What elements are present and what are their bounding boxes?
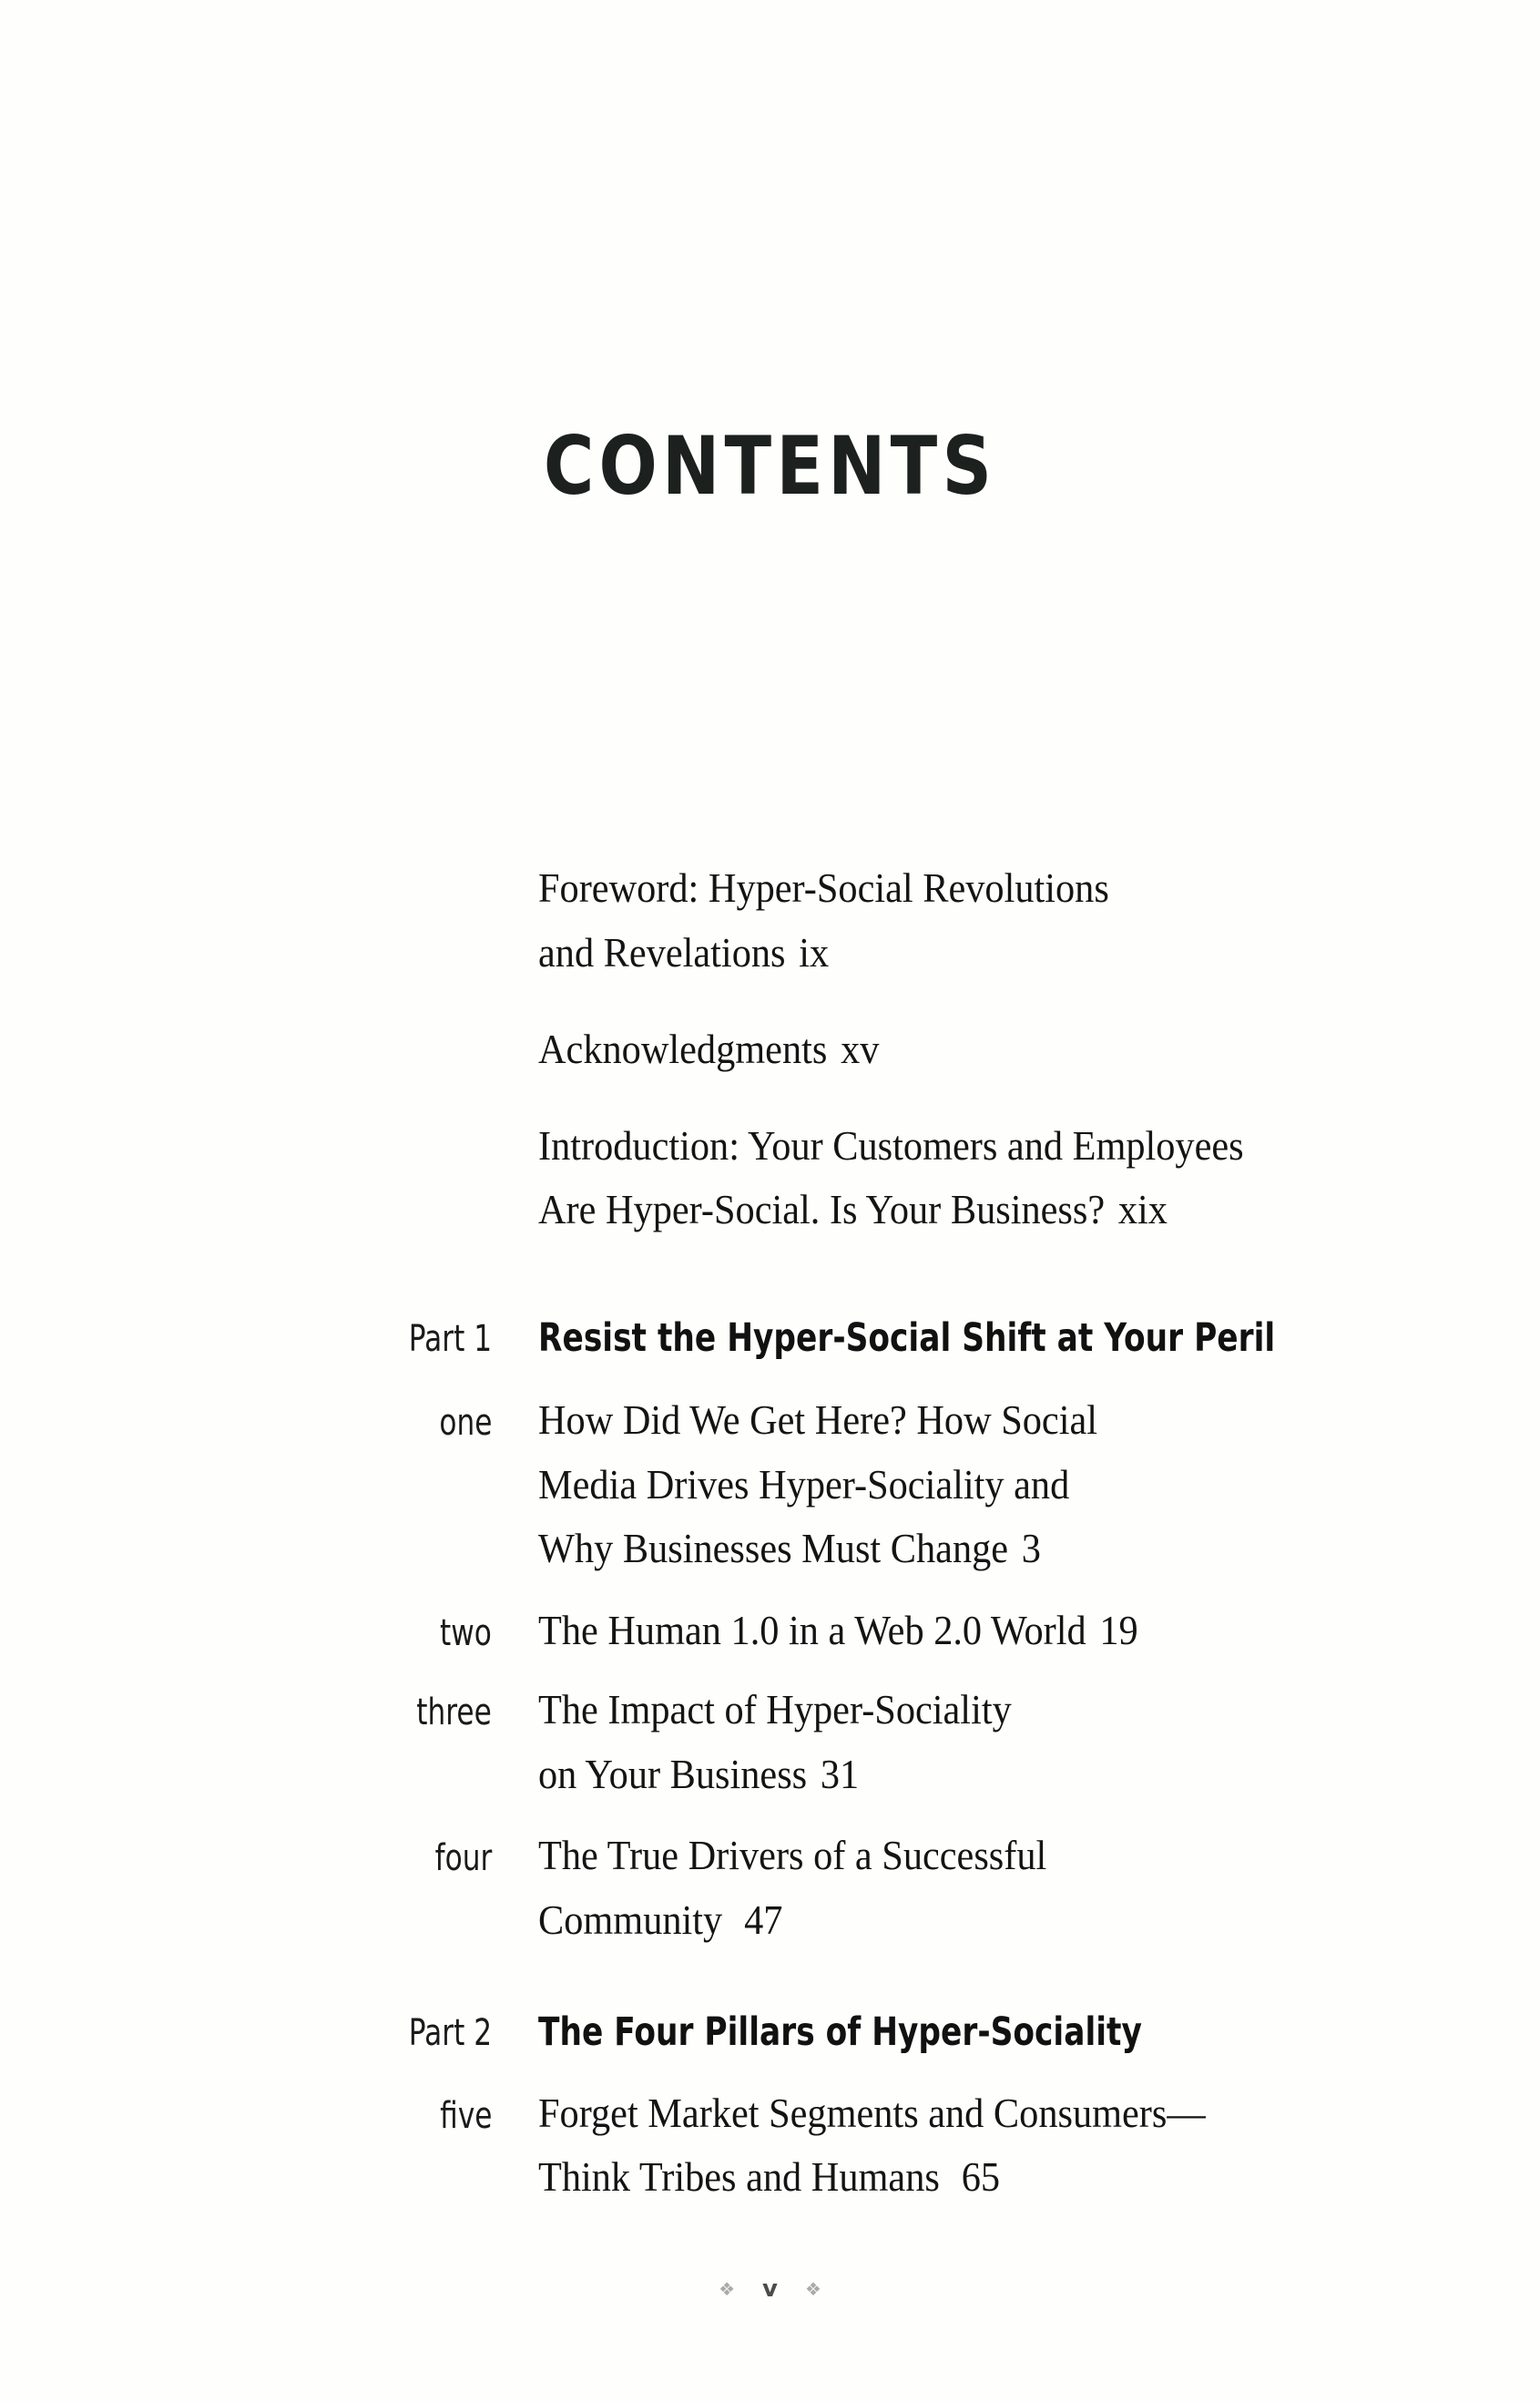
entry-text: Why Businesses Must Change (538, 1525, 1009, 1571)
entry-text: The Human 1.0 in a Web 2.0 World (538, 1607, 1086, 1653)
page-title: CONTENTS (543, 419, 997, 513)
entry-text: Think Tribes and Humans (538, 2153, 940, 2200)
chapter-one-label: one (438, 1402, 492, 1444)
chapter-one-line-2 (538, 1461, 1070, 1508)
entry-text: How Did We Get Here? How Social (538, 1396, 1097, 1443)
chapter-one-line-3 (538, 1525, 1041, 1571)
ornament-right-icon: ❖ (804, 2278, 821, 2300)
chapter-four-line-1 (538, 1832, 1047, 1878)
chapter-two-line-1 (538, 1607, 1138, 1653)
entry-text: Forget Market Segments and Consumers— (538, 2090, 1206, 2136)
entry-text: The True Drivers of a Successful (538, 1832, 1047, 1878)
foreword-entry-line-1 (538, 864, 1109, 911)
page-number: 3 (1021, 1525, 1041, 1571)
entry-text: Are Hyper-Social. Is Your Business? (538, 1186, 1106, 1232)
page-number: 31 (820, 1751, 860, 1797)
chapter-three-line-1 (538, 1686, 1012, 1733)
introduction-entry-line-2 (538, 1186, 1168, 1232)
part-2-title: The Four Pillars of Hyper-Sociality (538, 2009, 1142, 2055)
entry-text: Community (538, 1896, 723, 1943)
page-number: 19 (1099, 1607, 1138, 1653)
folio (0, 2277, 1540, 2301)
page-number: 65 (961, 2153, 1001, 2200)
part-1-label: Part 1 (408, 1318, 492, 1360)
entry-text: on Your Business (538, 1751, 808, 1797)
chapter-three-label: three (416, 1692, 492, 1733)
page-number: xix (1117, 1186, 1168, 1232)
page-number: ix (799, 929, 830, 976)
entry-text: and Revelations (538, 929, 786, 976)
ornament-left-icon: ❖ (719, 2278, 736, 2300)
entry-text: Acknowledgments (538, 1026, 828, 1072)
part-1-title: Resist the Hyper-Social Shift at Your Peril (538, 1315, 1276, 1361)
chapter-five-line-1 (538, 2092, 1206, 2134)
folio-page-number: v (762, 2275, 778, 2303)
entry-text: The Impact of Hyper-Sociality (538, 1686, 1012, 1733)
entry-text: Introduction: Your Customers and Employees (538, 1122, 1244, 1169)
chapter-one-line-1 (538, 1396, 1097, 1443)
chapter-five-line-2 (538, 2153, 1001, 2200)
chapter-four-label: four (434, 1837, 492, 1879)
acknowledgments-entry (538, 1028, 879, 1070)
entry-text: Media Drives Hyper-Sociality and (538, 1461, 1070, 1508)
part-2-label: Part 2 (408, 2012, 492, 2054)
page-number: xv (841, 1026, 880, 1072)
chapter-four-line-2 (538, 1896, 783, 1943)
entry-text: Foreword: Hyper-Social Revolutions (538, 864, 1109, 911)
introduction-entry-line-1 (538, 1122, 1244, 1169)
page-number: 47 (744, 1896, 783, 1943)
foreword-entry-line-2 (538, 929, 830, 976)
chapter-five-label: five (439, 2095, 492, 2137)
chapter-three-line-2 (538, 1753, 859, 1795)
chapter-two-label: two (440, 1612, 492, 1654)
